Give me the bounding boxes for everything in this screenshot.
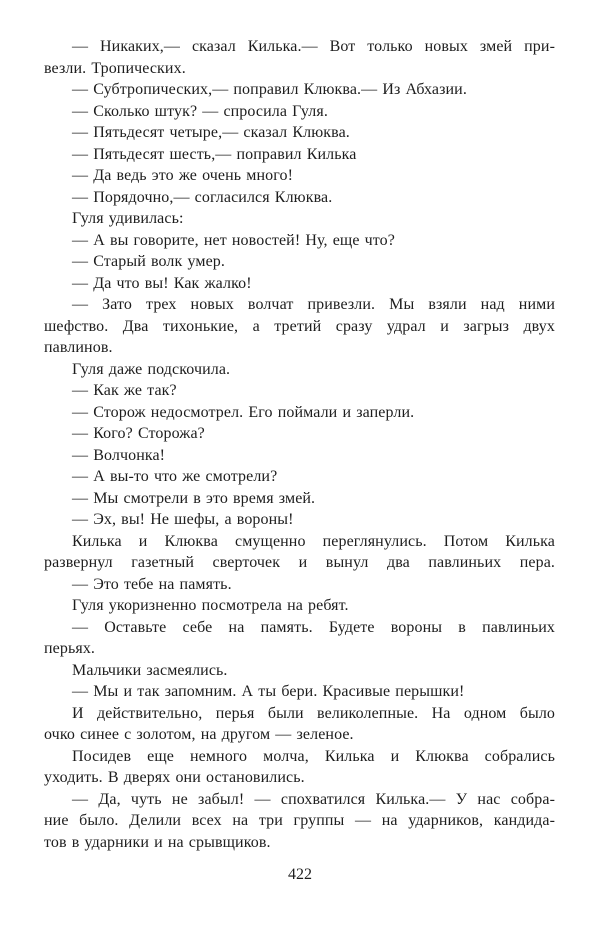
- page-text: [44, 36, 555, 853]
- text-line: Мальчики засмеялись.: [72, 661, 228, 679]
- text-line: ние было. Делили всех на три группы — на ударников, кандида-: [44, 812, 555, 829]
- text-line: павлинов.: [44, 339, 113, 356]
- text-line: везли. Тропических.: [44, 59, 186, 77]
- text-line: Гуля удивилась:: [72, 210, 184, 227]
- text-line: И действительно, перья были великолепные. На одном было: [72, 704, 555, 722]
- text-line: — Это тебе на память.: [72, 575, 232, 593]
- text-line: — Субтропических,— поправил Клюква.— Из Абхазии.: [72, 81, 467, 98]
- text-line: — Кого? Сторожа?: [72, 425, 205, 442]
- text-line: — Волчонка!: [72, 446, 166, 464]
- text-line: — А вы-то что же смотрели?: [72, 468, 278, 485]
- text-line: — Зато трех новых волчат привезли. Мы взяли над ними: [72, 296, 555, 313]
- text-line: — Никаких,— сказал Килька.— Вот только новых змей при-: [72, 38, 555, 55]
- text-line: — Мы смотрели в это время змей.: [72, 489, 316, 507]
- text-line: — Да что вы! Как жалко!: [72, 274, 252, 292]
- text-line: развернул газетный сверточек и вынул два павлиньих пера.: [44, 554, 555, 571]
- text-line: — Старый волк умер.: [72, 253, 225, 270]
- text-line: — Как же так?: [72, 382, 177, 399]
- text-line: тов в ударники и на срывщиков.: [44, 833, 271, 851]
- text-line: — Да ведь это же очень много!: [72, 167, 294, 184]
- page-number: 422: [288, 866, 312, 883]
- text-line: Килька и Клюква смущенно переглянулись. Потом Килька: [72, 532, 555, 550]
- text-line: — Порядочно,— согласился Клюква.: [72, 188, 333, 206]
- text-line: Гуля укоризненно посмотрела на ребят.: [72, 597, 349, 614]
- text-line: очко синее с золотом, на другом — зеленое.: [44, 726, 354, 743]
- text-line: — Оставьте себе на память. Будете вороны в павлиньих: [72, 618, 555, 636]
- text-line: — Сторож недосмотрел. Его поймали и заперли.: [72, 403, 415, 421]
- text-line: — Пятьдесят шесть,— поправил Килька: [72, 145, 357, 163]
- text-line: уходить. В дверях они остановились.: [44, 769, 305, 786]
- text-line: — Мы и так запомним. А ты бери. Красивые перышки!: [72, 683, 465, 700]
- text-line: шефство. Два тихонькие, а третий сразу удрал и загрыз двух: [44, 317, 555, 335]
- text-line: — Эх, вы! Не шефы, а вороны!: [72, 511, 294, 528]
- text-line: — Да, чуть не забыл! — спохватился Килька.— У нас собра-: [72, 790, 555, 808]
- text-line: перьях.: [44, 640, 96, 657]
- text-line: — Сколько штук? — спросила Гуля.: [72, 102, 328, 120]
- text-line: Посидев еще немного молча, Килька и Клюква собрались: [72, 747, 555, 765]
- text-line: Гуля даже подскочила.: [72, 360, 231, 378]
- text-line: — А вы говорите, нет новостей! Ну, еще что?: [72, 231, 395, 249]
- text-line: — Пятьдесят четыре,— сказал Клюква.: [72, 124, 350, 141]
